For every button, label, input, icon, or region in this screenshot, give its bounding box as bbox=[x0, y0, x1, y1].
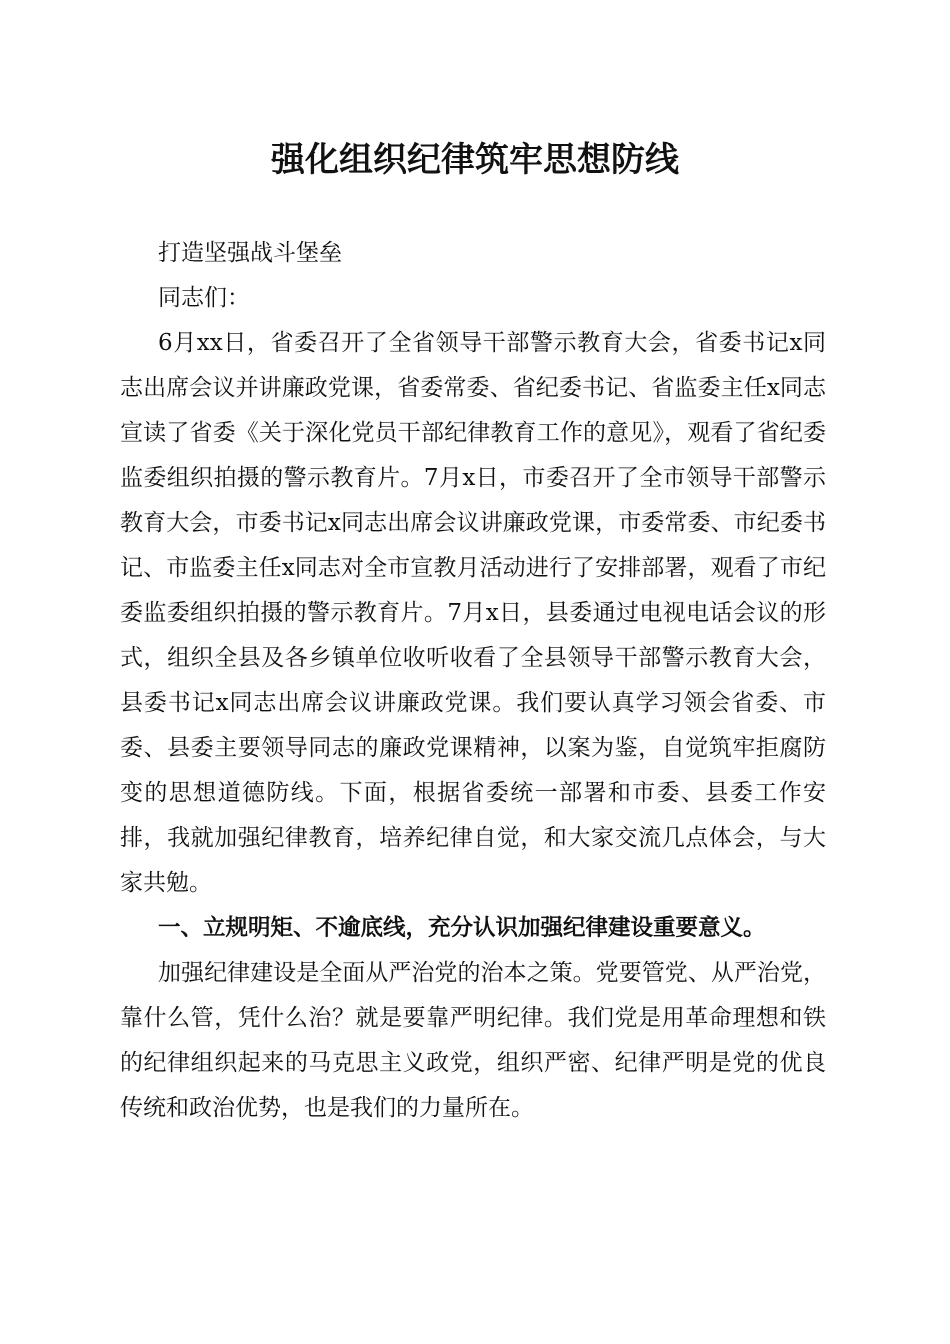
section-paragraph: 加强纪律建设是全面从严治党的治本之策。党要管党、从严治党，靠什么管，凭什么治？就是要靠严明纪律。我们党是用革命理想和铁的纪律组织起来的马克思主义政党，组织严密、纪律严明是党的优良传统和政治优势，也是我们的力量所在。 bbox=[120, 960, 826, 1121]
document-body bbox=[120, 231, 826, 1131]
salutation-line: 同志们： bbox=[158, 285, 250, 311]
subtitle-line: 打造坚强战斗堡垒 bbox=[158, 240, 342, 266]
section-heading: 一、立规明矩、不逾底线，充分认识加强纪律建设重要意义。 bbox=[158, 915, 766, 941]
intro-paragraph: 6月xx日，省委召开了全省领导干部警示教育大会，省委书记x同志出席会议并讲廉政党课，省委常委、省纪委书记、省监委主任x同志宣读了省委《关于深化党员干部纪律教育工作的意见》，观看了省纪委监委组织拍摄的警示教育片。7月x日，市委召开了全市领导干部警示教育大会，市委书记x同志出席会议讲廉政党课，市委常委、市纪委书记、市监委主任x同志对全市宣教月活动进行了安排部署，观看了市纪委监委组织拍摄的警示教育片。7月x日，县委通过电视电话会议的形式，组织全县及各乡镇单位收听收看了全县领导干部警示教育大会，县委书记x同志出席会议讲廉政党课。我们要认真学习领会省委、市委、县委主要领导同志的廉政党课精神，以案为鉴，自觉筑牢拒腐防变的思想道德防线。下面，根据省委统一部署和市委、县委工作安排，我就加强纪律教育，培养纪律自觉，和大家交流几点体会，与大家共勉。 bbox=[120, 330, 826, 896]
document-title: 强化组织纪律筑牢思想防线 bbox=[271, 140, 679, 180]
